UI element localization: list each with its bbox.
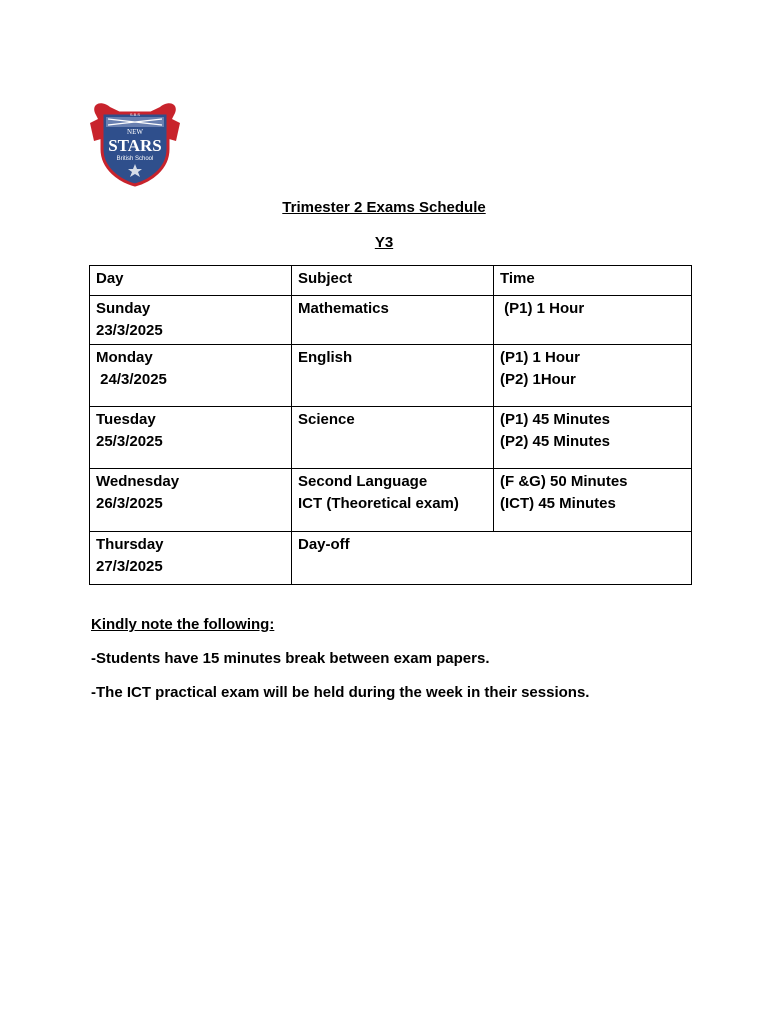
day-date: 24/3/2025: [96, 371, 167, 388]
subject-name: Science: [298, 411, 355, 428]
time-value: (P2) 1Hour: [500, 371, 576, 388]
note-item: -Students have 15 minutes break between exam papers.: [91, 650, 490, 667]
subject-cell: [292, 532, 692, 585]
day-name: Monday: [96, 349, 153, 366]
time-cell: [494, 407, 692, 469]
day-cell: [90, 345, 292, 407]
school-logo: [88, 97, 182, 187]
table-header-row: [90, 266, 692, 296]
logo-arc-text: S.B.S: [129, 112, 141, 117]
table-row: [90, 469, 692, 532]
header-time: Time: [494, 266, 692, 296]
notes-heading: Kindly note the following:: [91, 616, 275, 633]
grade-label: Y3: [374, 234, 394, 251]
logo-top-text: NEW: [127, 128, 143, 136]
time-value: (P2) 45 Minutes: [500, 433, 611, 450]
subject-name: Second Language: [298, 473, 428, 490]
subject-cell: [292, 469, 494, 532]
logo-sub-text: British School: [116, 156, 154, 162]
time-value: (F &G) 50 Minutes: [500, 473, 628, 490]
day-name: Tuesday: [96, 411, 156, 428]
day-cell: [90, 469, 292, 532]
subject-name: Day-off: [298, 536, 350, 553]
table-row: [90, 345, 692, 407]
header-day: Day: [90, 266, 292, 296]
time-value: (P1) 45 Minutes: [500, 411, 611, 428]
logo-main-text: STARS: [108, 136, 162, 155]
subject-cell: [292, 345, 494, 407]
day-name: Thursday: [96, 536, 164, 553]
subject-name: English: [298, 349, 353, 366]
subject-name: Mathematics: [298, 300, 389, 317]
day-date: 23/3/2025: [96, 322, 163, 339]
time-cell: [494, 296, 692, 345]
day-cell: [90, 532, 292, 585]
subject-cell: [292, 296, 494, 345]
table-row: [90, 407, 692, 469]
page-title: Trimester 2 Exams Schedule: [282, 199, 486, 216]
time-value: (P1) 1 Hour: [500, 300, 585, 317]
day-cell: [90, 296, 292, 345]
time-cell: [494, 469, 692, 532]
subject-cell: [292, 407, 494, 469]
day-date: 26/3/2025: [96, 495, 163, 512]
exam-schedule-table: [89, 265, 692, 585]
table-row: [90, 296, 692, 345]
time-value: (P1) 1 Hour: [500, 349, 581, 366]
day-name: Sunday: [96, 300, 151, 317]
table-row: [90, 532, 692, 585]
header-subject: Subject: [292, 266, 494, 296]
subject-name: ICT (Theoretical exam): [298, 495, 459, 512]
note-item: -The ICT practical exam will be held during the week in their sessions.: [91, 684, 590, 701]
time-value: (ICT) 45 Minutes: [500, 495, 616, 512]
day-name: Wednesday: [96, 473, 180, 490]
day-date: 25/3/2025: [96, 433, 163, 450]
day-date: 27/3/2025: [96, 558, 163, 575]
day-cell: [90, 407, 292, 469]
school-crest-icon: [88, 97, 182, 187]
time-cell: [494, 345, 692, 407]
